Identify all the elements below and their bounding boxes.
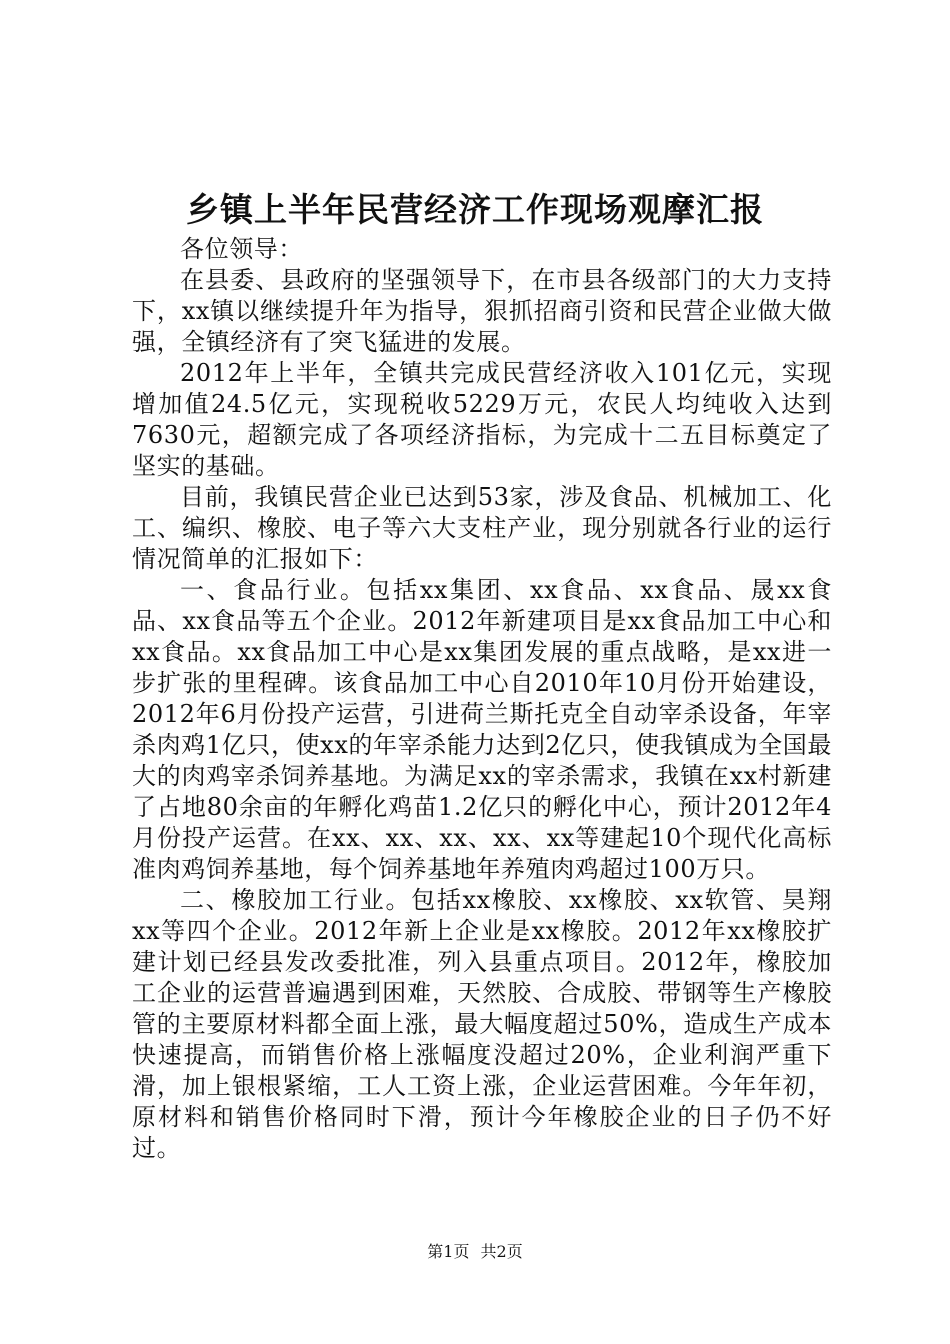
paragraph-economic-summary: 2012年上半年，全镇共完成民营经济收入101亿元，实现增加值24.5亿元，实现税收5229万元，农民人均纯收入达到7630元，超额完成了各项经济指标，为完成十二五目标奠定了坚实的基础。	[132, 359, 832, 480]
paragraph-rubber-industry: 二、橡胶加工行业。包括xx橡胶、xx橡胶、xx软管、昊翔xx等四个企业。2012年新上企业是xx橡胶。2012年xx橡胶扩建计划已经县发改委批准，列入县重点项目。2012年，橡胶加工企业的运营普遍遇到困难，天然胶、合成胶、带钢等生产橡胶管的主要原材料都全面上涨，最大幅度超过50%，造成生产成本快速提高，而销售价格上涨幅度没超过20%，企业利润严重下滑，加上银根紧缩，工人工资上涨，企业运营困难。今年年初，原材料和销售价格同时下滑，预计今年橡胶企业的日子仍不好过。	[132, 886, 832, 1162]
page-footer	[0, 1242, 950, 1262]
paragraph-intro: 在县委、县政府的坚强领导下，在市县各级部门的大力支持下，xx镇以继续提升年为指导，狠抓招商引资和民营企业做大做强，全镇经济有了突飞猛进的发展。	[132, 266, 832, 356]
document-title: 乡镇上半年民营经济工作现场观摩汇报	[186, 190, 764, 229]
salutation: 各位领导：	[180, 235, 303, 263]
paragraph-food-industry: 一、食品行业。包括xx集团、xx食品、xx食品、晟xx食品、xx食品等五个企业。2012年新建项目是xx食品加工中心和xx食品。xx食品加工中心是xx集团发展的重点战略，是xx进一步扩张的里程碑。该食品加工中心自2010年10月份开始建设，2012年6月份投产运营，引进荷兰斯托克全自动宰杀设备，年宰杀肉鸡1亿只，使xx的年宰杀能力达到2亿只，使我镇成为全国最大的肉鸡宰杀饲养基地。为满足xx的宰杀需求，我镇在xx村新建了占地80余亩的年孵化鸡苗1.2亿只的孵化中心，预计2012年4月份投产运营。在xx、xx、xx、xx、xx等建起10个现代化高标准肉鸡饲养基地，每个饲养基地年养殖肉鸡超过100万只。	[132, 576, 832, 883]
page-total: 共2页	[480, 1242, 523, 1261]
paragraph-industries: 目前，我镇民营企业已达到53家，涉及食品、机械加工、化工、编织、橡胶、电子等六大支柱产业，现分别就各行业的运行情况简单的汇报如下：	[132, 483, 832, 573]
document-body	[132, 234, 832, 1164]
page-number: 第1页	[427, 1242, 470, 1261]
